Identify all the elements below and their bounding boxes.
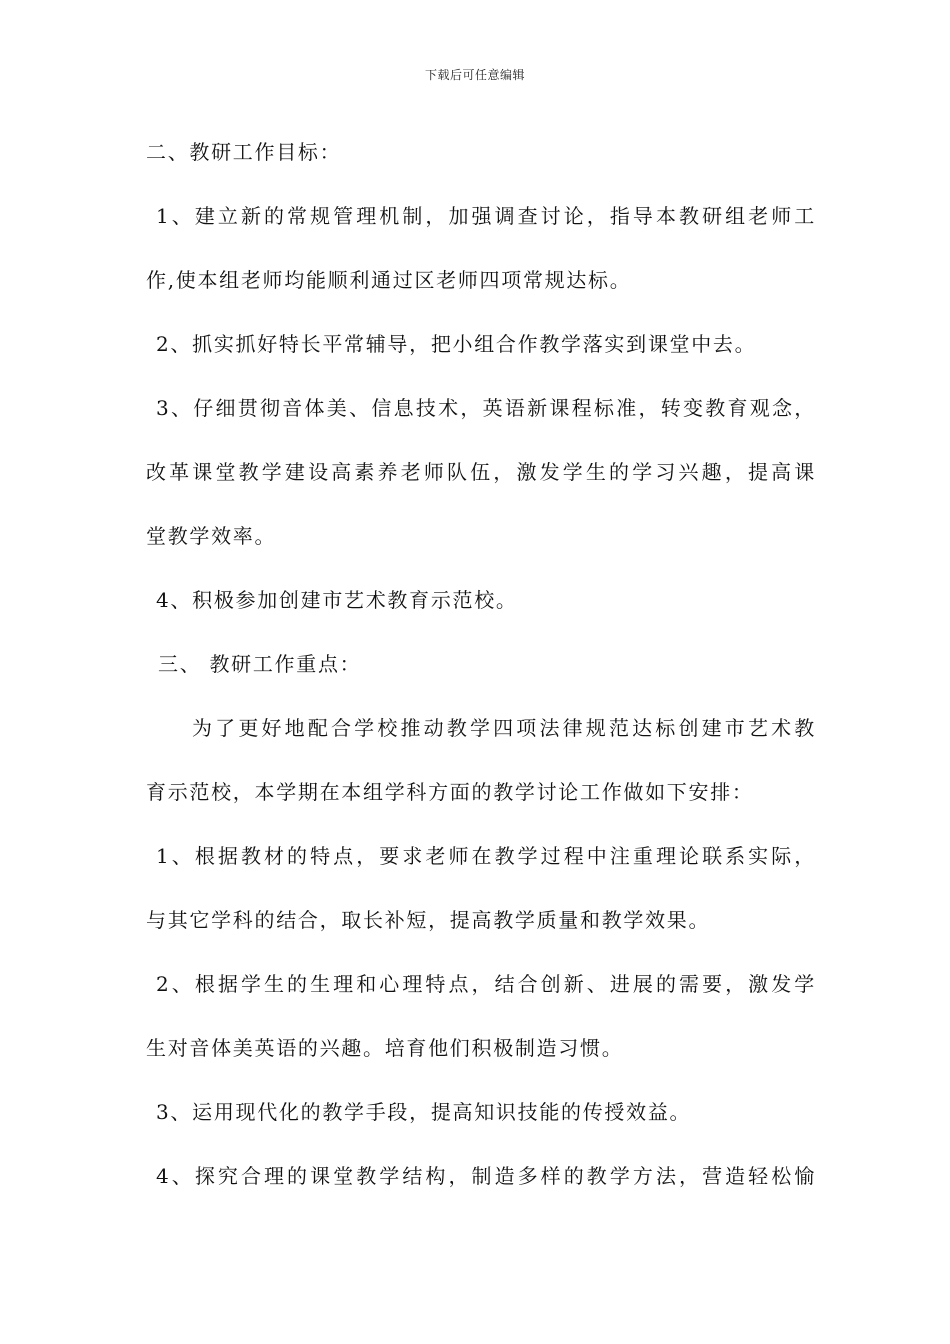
paragraph-line: 4、积极参加创建市艺术教育示范校。 bbox=[156, 588, 518, 612]
document-body bbox=[146, 132, 816, 1196]
paragraph-line: 作,使本组老师均能顺利通过区老师四项常规达标。 bbox=[146, 268, 632, 292]
section-heading-goals: 二、教研工作目标： bbox=[146, 140, 342, 164]
paragraph-line: 1、根据教材的特点，要求老师在教学过程中注重理论联系实际， bbox=[156, 844, 816, 868]
paragraph-line: 3、运用现代化的教学手段，提高知识技能的传授效益。 bbox=[156, 1100, 692, 1124]
paragraph-line: 1、建立新的常规管理机制，加强调查讨论，指导本教研组老师工 bbox=[156, 204, 816, 228]
paragraph-line: 2、根据学生的生理和心理特点，结合创新、进展的需要，激发学 bbox=[156, 972, 816, 996]
paragraph-line: 堂教学效率。 bbox=[146, 524, 277, 548]
paragraph-line: 与其它学科的结合，取长补短，提高教学质量和教学效果。 bbox=[146, 908, 711, 932]
section-heading-focus: 三、 教研工作重点： bbox=[158, 652, 362, 676]
paragraph-line: 3、仔细贯彻音体美、信息技术，英语新课程标准，转变教育观念， bbox=[156, 396, 816, 420]
paragraph-line: 育示范校，本学期在本组学科方面的教学讨论工作做如下安排： bbox=[146, 780, 754, 804]
paragraph-line: 为了更好地配合学校推动教学四项法律规范达标创建市艺术教 bbox=[192, 716, 816, 740]
paragraph-line: 4、探究合理的课堂教学结构，制造多样的教学方法，营造轻松愉 bbox=[156, 1164, 816, 1188]
paragraph-line: 生对音体美英语的兴趣。培育他们积极制造习惯。 bbox=[146, 1036, 624, 1060]
paragraph-line: 2、抓实抓好特长平常辅导，把小组合作教学落实到课堂中去。 bbox=[156, 332, 757, 356]
paragraph-line: 改革课堂教学建设高素养老师队伍，激发学生的学习兴趣，提高课 bbox=[146, 460, 816, 484]
page-header: 下载后可任意编辑 bbox=[424, 68, 525, 82]
